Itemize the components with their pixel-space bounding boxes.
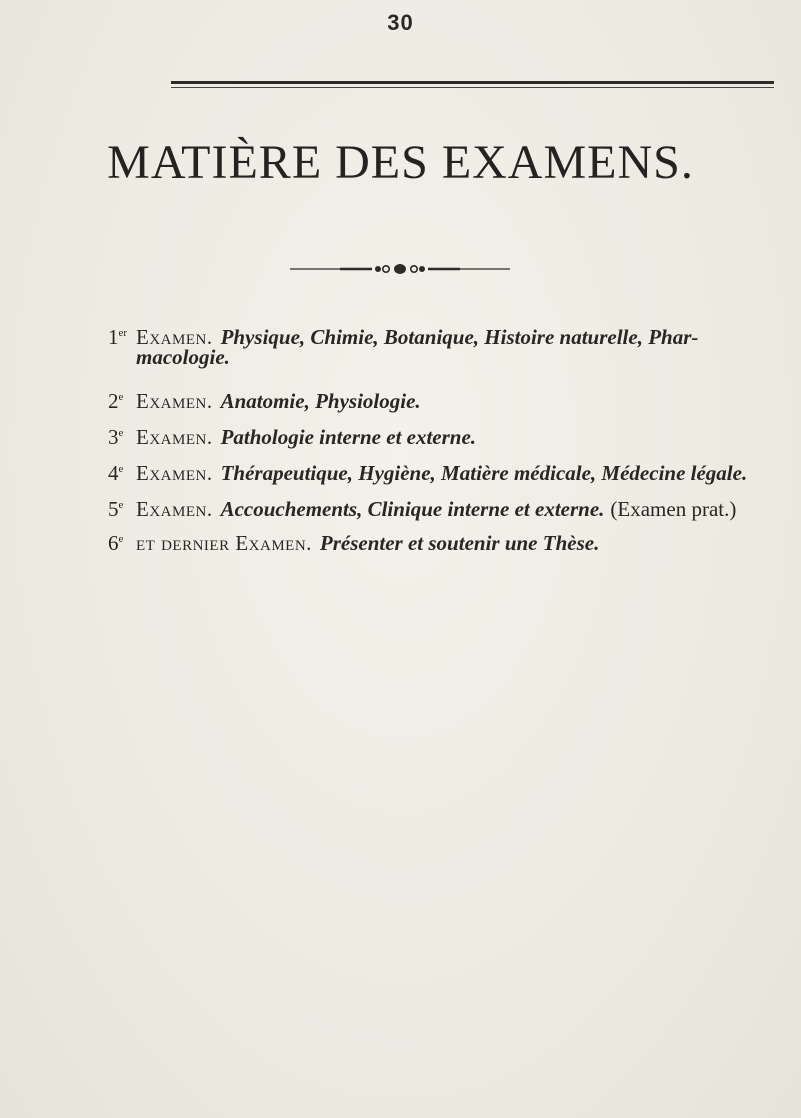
rule-thin-line bbox=[171, 87, 774, 88]
examen-label: Examen. bbox=[136, 389, 213, 413]
examen-number: 4e bbox=[108, 461, 124, 485]
examen-number: 6e bbox=[108, 531, 124, 555]
page-number: 30 bbox=[387, 10, 414, 35]
rule-thick-line bbox=[171, 81, 774, 84]
examen-number: 2e bbox=[108, 389, 124, 413]
fleuron-ornament-icon bbox=[290, 262, 510, 276]
examen-item-5 bbox=[108, 492, 736, 522]
examen-label: Examen. bbox=[136, 425, 213, 449]
examen-item-4 bbox=[108, 456, 747, 486]
examen-subjects: Thérapeutique, Hygiène, Matière médicale, Médecine légale. bbox=[220, 461, 748, 485]
examen-item-6 bbox=[108, 526, 599, 556]
examen-subjects: Anatomie, Physiologie. bbox=[220, 389, 421, 413]
examen-item-3 bbox=[108, 420, 476, 450]
examen-extra-note: (Examen prat.) bbox=[610, 497, 737, 521]
examen-subjects: Pathologie interne et externe. bbox=[220, 425, 477, 449]
examen-item-1-continuation: macologie. bbox=[136, 345, 230, 369]
examen-label: et dernier Examen. bbox=[136, 531, 312, 555]
page-title: MATIÈRE DES EXAMENS. bbox=[107, 136, 694, 189]
examen-label: Examen. bbox=[136, 461, 213, 485]
double-rule-divider bbox=[171, 81, 774, 89]
examen-number: 3e bbox=[108, 425, 124, 449]
examen-label: Examen. bbox=[136, 325, 213, 349]
examen-label: Examen. bbox=[136, 497, 213, 521]
examen-subjects: Accouchements, Clinique interne et externe. bbox=[220, 497, 605, 521]
examen-subjects: Physique, Chimie, Botanique, Histoire naturelle, Phar- bbox=[220, 325, 699, 349]
examen-item-2 bbox=[108, 384, 421, 414]
examen-number: 1er bbox=[108, 325, 128, 349]
examen-subjects: Présenter et soutenir une Thèse. bbox=[319, 531, 600, 555]
examen-number: 5e bbox=[108, 497, 124, 521]
